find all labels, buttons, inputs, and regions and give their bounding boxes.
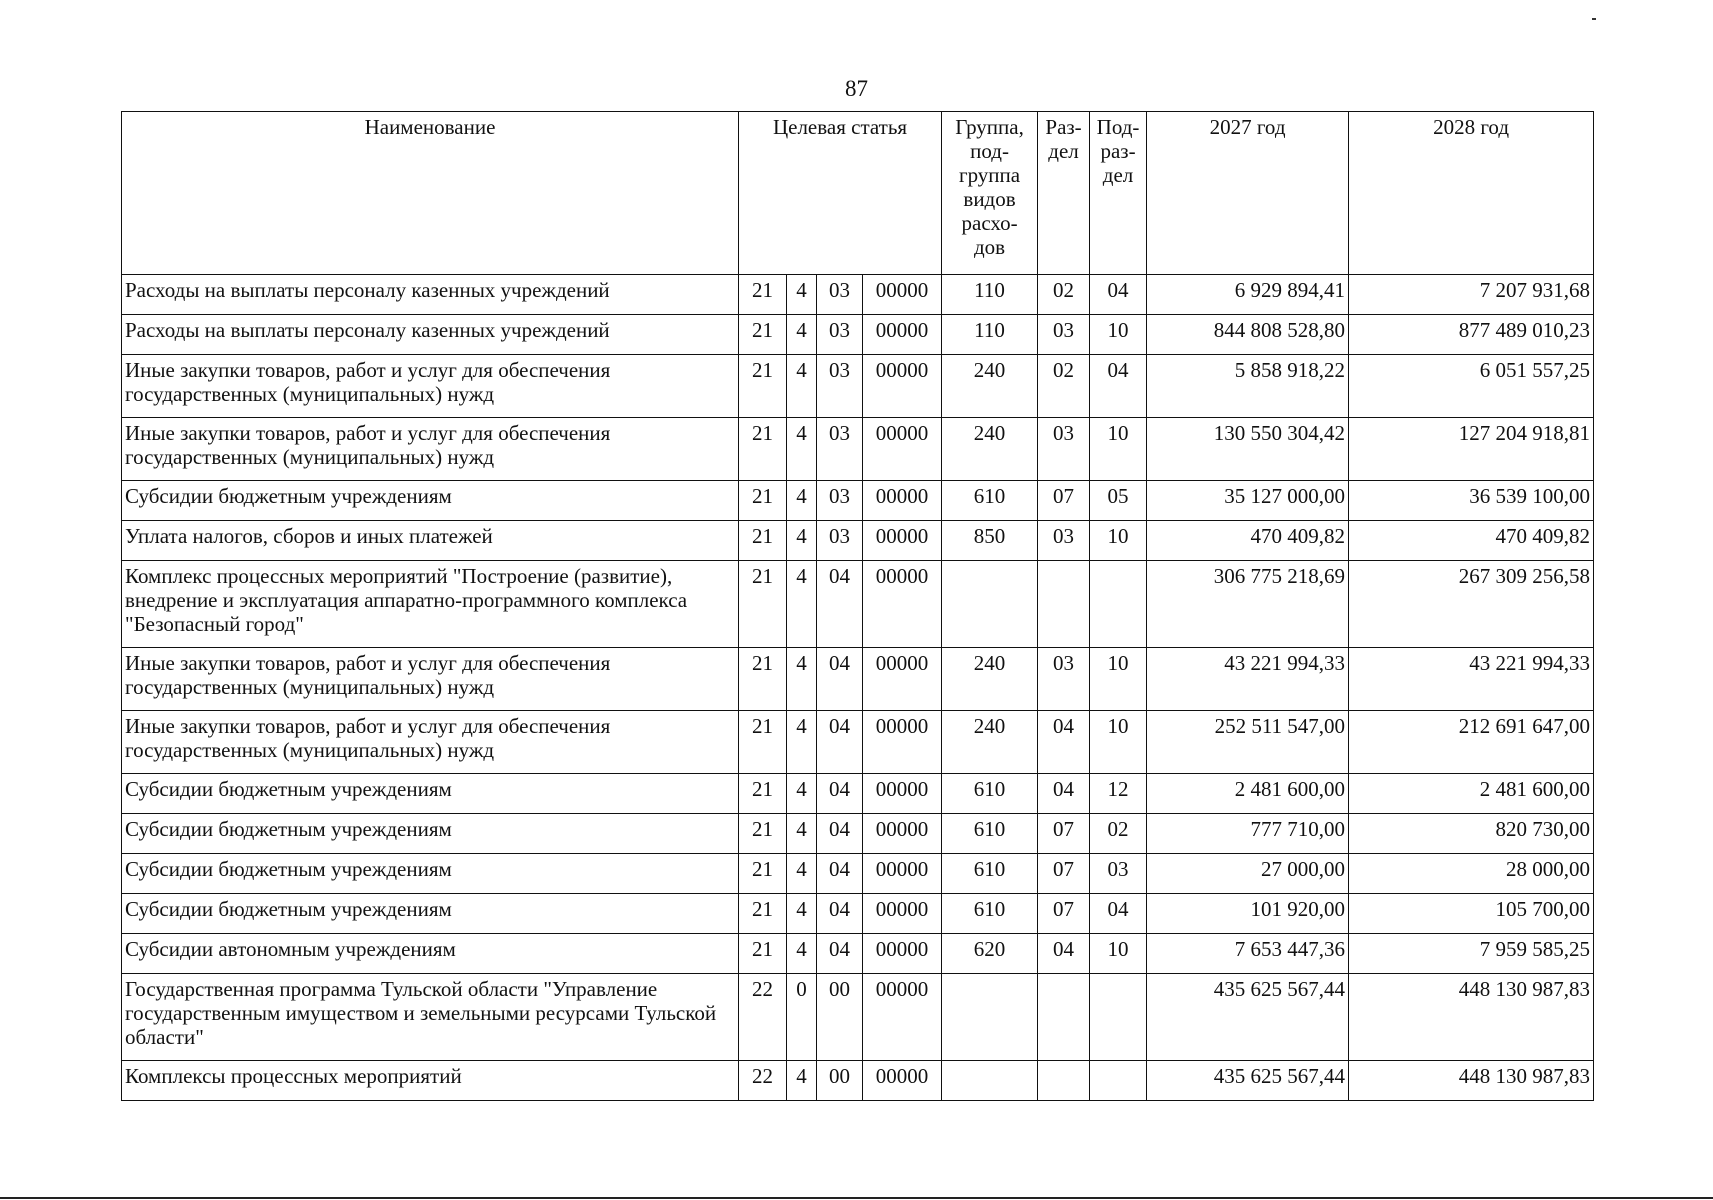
amount-2027-cell: 252 511 547,00 xyxy=(1147,711,1349,774)
target-code-direction: 00000 xyxy=(863,275,942,315)
header-target-article: Целевая статья xyxy=(739,112,942,275)
table-row xyxy=(122,711,1594,774)
expense-group-cell: 610 xyxy=(942,854,1038,894)
target-code-program: 21 xyxy=(739,481,787,521)
amount-2028-cell: 43 221 994,33 xyxy=(1349,648,1594,711)
amount-2028-cell: 105 700,00 xyxy=(1349,894,1594,934)
subsection-cell: 10 xyxy=(1090,934,1147,974)
target-code-program: 21 xyxy=(739,355,787,418)
amount-2027-cell: 5 858 918,22 xyxy=(1147,355,1349,418)
target-code-type: 4 xyxy=(787,854,817,894)
target-code-direction: 00000 xyxy=(863,854,942,894)
expense-group-cell: 240 xyxy=(942,418,1038,481)
section-cell: 04 xyxy=(1038,711,1090,774)
subsection-cell: 04 xyxy=(1090,894,1147,934)
expense-group-cell: 850 xyxy=(942,521,1038,561)
target-code-type: 4 xyxy=(787,814,817,854)
table-row xyxy=(122,648,1594,711)
scan-artifact-mark xyxy=(1592,18,1596,20)
subsection-cell xyxy=(1090,1061,1147,1101)
table-row xyxy=(122,934,1594,974)
target-code-type: 4 xyxy=(787,934,817,974)
budget-table xyxy=(121,111,1594,1101)
subsection-cell: 05 xyxy=(1090,481,1147,521)
expense-group-cell: 610 xyxy=(942,774,1038,814)
amount-2028-cell: 267 309 256,58 xyxy=(1349,561,1594,648)
amount-2028-cell: 36 539 100,00 xyxy=(1349,481,1594,521)
target-code-direction: 00000 xyxy=(863,418,942,481)
target-code-structure: 04 xyxy=(817,814,863,854)
target-code-direction: 00000 xyxy=(863,561,942,648)
expense-group-cell: 610 xyxy=(942,481,1038,521)
header-year-2028: 2028 год xyxy=(1349,112,1594,275)
page-number: 87 xyxy=(845,76,868,101)
target-code-type: 4 xyxy=(787,648,817,711)
header-year-2027: 2027 год xyxy=(1147,112,1349,275)
target-code-direction: 00000 xyxy=(863,711,942,774)
amount-2027-cell: 306 775 218,69 xyxy=(1147,561,1349,648)
expense-group-cell: 610 xyxy=(942,814,1038,854)
amount-2027-cell: 435 625 567,44 xyxy=(1147,1061,1349,1101)
name-cell: Субсидии автономным учреждениям xyxy=(122,934,739,974)
section-cell: 07 xyxy=(1038,894,1090,934)
target-code-structure: 04 xyxy=(817,854,863,894)
name-cell: Комплексы процессных мероприятий xyxy=(122,1061,739,1101)
target-code-direction: 00000 xyxy=(863,934,942,974)
amount-2027-cell: 35 127 000,00 xyxy=(1147,481,1349,521)
target-code-direction: 00000 xyxy=(863,974,942,1061)
target-code-program: 21 xyxy=(739,934,787,974)
name-cell: Расходы на выплаты персоналу казенных учреждений xyxy=(122,275,739,315)
target-code-structure: 03 xyxy=(817,315,863,355)
amount-2027-cell: 130 550 304,42 xyxy=(1147,418,1349,481)
subsection-cell xyxy=(1090,561,1147,648)
header-subsection: Под- раз- дел xyxy=(1090,112,1147,275)
target-code-type: 4 xyxy=(787,774,817,814)
target-code-structure: 04 xyxy=(817,561,863,648)
target-code-structure: 04 xyxy=(817,774,863,814)
name-cell: Комплекс процессных мероприятий "Построение (развитие), внедрение и эксплуатация аппаратно-программного комплекса "Безопасный город" xyxy=(122,561,739,648)
section-cell: 03 xyxy=(1038,315,1090,355)
target-code-type: 4 xyxy=(787,315,817,355)
name-cell: Иные закупки товаров, работ и услуг для обеспечения государственных (муниципальных) нужд xyxy=(122,711,739,774)
expense-group-cell: 610 xyxy=(942,894,1038,934)
amount-2028-cell: 2 481 600,00 xyxy=(1349,774,1594,814)
subsection-cell: 03 xyxy=(1090,854,1147,894)
target-code-structure: 03 xyxy=(817,418,863,481)
expense-group-cell: 110 xyxy=(942,315,1038,355)
amount-2027-cell: 101 920,00 xyxy=(1147,894,1349,934)
subsection-cell: 10 xyxy=(1090,521,1147,561)
expense-group-cell: 240 xyxy=(942,355,1038,418)
target-code-direction: 00000 xyxy=(863,774,942,814)
table-row xyxy=(122,774,1594,814)
section-cell xyxy=(1038,974,1090,1061)
header-section: Раз- дел xyxy=(1038,112,1090,275)
target-code-type: 4 xyxy=(787,481,817,521)
header-expense-group: Группа, под- группа видов расхо- дов xyxy=(942,112,1038,275)
expense-group-cell xyxy=(942,1061,1038,1101)
target-code-structure: 04 xyxy=(817,934,863,974)
amount-2027-cell: 27 000,00 xyxy=(1147,854,1349,894)
amount-2027-cell: 844 808 528,80 xyxy=(1147,315,1349,355)
expense-group-cell: 240 xyxy=(942,648,1038,711)
target-code-structure: 03 xyxy=(817,481,863,521)
table-row xyxy=(122,481,1594,521)
name-cell: Субсидии бюджетным учреждениям xyxy=(122,814,739,854)
amount-2027-cell: 435 625 567,44 xyxy=(1147,974,1349,1061)
target-code-direction: 00000 xyxy=(863,814,942,854)
table-row xyxy=(122,894,1594,934)
target-code-structure: 03 xyxy=(817,521,863,561)
table-row xyxy=(122,974,1594,1061)
subsection-cell: 10 xyxy=(1090,711,1147,774)
subsection-cell: 10 xyxy=(1090,418,1147,481)
table-row xyxy=(122,854,1594,894)
table-row xyxy=(122,1061,1594,1101)
target-code-direction: 00000 xyxy=(863,315,942,355)
amount-2028-cell: 820 730,00 xyxy=(1349,814,1594,854)
target-code-type: 4 xyxy=(787,711,817,774)
target-code-program: 21 xyxy=(739,561,787,648)
scan-border-line xyxy=(0,1197,1713,1199)
name-cell: Расходы на выплаты персоналу казенных учреждений xyxy=(122,315,739,355)
target-code-type: 4 xyxy=(787,418,817,481)
target-code-program: 21 xyxy=(739,275,787,315)
expense-group-cell: 110 xyxy=(942,275,1038,315)
table-row xyxy=(122,275,1594,315)
amount-2028-cell: 212 691 647,00 xyxy=(1349,711,1594,774)
table-row xyxy=(122,814,1594,854)
amount-2028-cell: 470 409,82 xyxy=(1349,521,1594,561)
target-code-direction: 00000 xyxy=(863,355,942,418)
subsection-cell: 10 xyxy=(1090,648,1147,711)
section-cell: 02 xyxy=(1038,355,1090,418)
name-cell: Субсидии бюджетным учреждениям xyxy=(122,481,739,521)
subsection-cell: 02 xyxy=(1090,814,1147,854)
amount-2028-cell: 448 130 987,83 xyxy=(1349,974,1594,1061)
target-code-structure: 00 xyxy=(817,974,863,1061)
name-cell: Субсидии бюджетным учреждениям xyxy=(122,774,739,814)
target-code-direction: 00000 xyxy=(863,648,942,711)
name-cell: Иные закупки товаров, работ и услуг для обеспечения государственных (муниципальных) нужд xyxy=(122,355,739,418)
amount-2028-cell: 7 207 931,68 xyxy=(1349,275,1594,315)
table-row xyxy=(122,355,1594,418)
target-code-program: 21 xyxy=(739,854,787,894)
target-code-type: 4 xyxy=(787,275,817,315)
target-code-direction: 00000 xyxy=(863,521,942,561)
target-code-program: 22 xyxy=(739,1061,787,1101)
target-code-program: 21 xyxy=(739,418,787,481)
name-cell: Субсидии бюджетным учреждениям xyxy=(122,894,739,934)
subsection-cell: 04 xyxy=(1090,355,1147,418)
expense-group-cell: 240 xyxy=(942,711,1038,774)
expense-group-cell xyxy=(942,561,1038,648)
amount-2027-cell: 7 653 447,36 xyxy=(1147,934,1349,974)
section-cell: 03 xyxy=(1038,648,1090,711)
target-code-type: 4 xyxy=(787,355,817,418)
name-cell: Государственная программа Тульской области "Управление государственным имуществом и земельными ресурсами Тульской области" xyxy=(122,974,739,1061)
amount-2027-cell: 470 409,82 xyxy=(1147,521,1349,561)
expense-group-cell: 620 xyxy=(942,934,1038,974)
target-code-direction: 00000 xyxy=(863,894,942,934)
target-code-type: 4 xyxy=(787,521,817,561)
target-code-program: 22 xyxy=(739,974,787,1061)
amount-2027-cell: 2 481 600,00 xyxy=(1147,774,1349,814)
amount-2027-cell: 777 710,00 xyxy=(1147,814,1349,854)
target-code-type: 4 xyxy=(787,894,817,934)
table-row xyxy=(122,418,1594,481)
target-code-structure: 03 xyxy=(817,275,863,315)
section-cell: 02 xyxy=(1038,275,1090,315)
section-cell xyxy=(1038,1061,1090,1101)
target-code-type: 4 xyxy=(787,1061,817,1101)
section-cell: 04 xyxy=(1038,934,1090,974)
name-cell: Уплата налогов, сборов и иных платежей xyxy=(122,521,739,561)
table-row xyxy=(122,315,1594,355)
name-cell: Иные закупки товаров, работ и услуг для обеспечения государственных (муниципальных) нужд xyxy=(122,418,739,481)
amount-2028-cell: 28 000,00 xyxy=(1349,854,1594,894)
target-code-type: 4 xyxy=(787,561,817,648)
header-name: Наименование xyxy=(122,112,739,275)
target-code-type: 0 xyxy=(787,974,817,1061)
target-code-direction: 00000 xyxy=(863,1061,942,1101)
subsection-cell: 12 xyxy=(1090,774,1147,814)
amount-2027-cell: 6 929 894,41 xyxy=(1147,275,1349,315)
target-code-program: 21 xyxy=(739,894,787,934)
section-cell: 07 xyxy=(1038,814,1090,854)
amount-2028-cell: 877 489 010,23 xyxy=(1349,315,1594,355)
target-code-program: 21 xyxy=(739,774,787,814)
amount-2028-cell: 448 130 987,83 xyxy=(1349,1061,1594,1101)
target-code-structure: 04 xyxy=(817,894,863,934)
table-row xyxy=(122,521,1594,561)
target-code-direction: 00000 xyxy=(863,481,942,521)
target-code-structure: 00 xyxy=(817,1061,863,1101)
target-code-program: 21 xyxy=(739,711,787,774)
name-cell: Субсидии бюджетным учреждениям xyxy=(122,854,739,894)
target-code-program: 21 xyxy=(739,814,787,854)
target-code-program: 21 xyxy=(739,521,787,561)
section-cell: 04 xyxy=(1038,774,1090,814)
section-cell: 07 xyxy=(1038,481,1090,521)
amount-2028-cell: 7 959 585,25 xyxy=(1349,934,1594,974)
section-cell: 07 xyxy=(1038,854,1090,894)
section-cell xyxy=(1038,561,1090,648)
subsection-cell: 04 xyxy=(1090,275,1147,315)
target-code-program: 21 xyxy=(739,648,787,711)
name-cell: Иные закупки товаров, работ и услуг для обеспечения государственных (муниципальных) нужд xyxy=(122,648,739,711)
amount-2028-cell: 6 051 557,25 xyxy=(1349,355,1594,418)
subsection-cell xyxy=(1090,974,1147,1061)
section-cell: 03 xyxy=(1038,418,1090,481)
target-code-structure: 03 xyxy=(817,355,863,418)
target-code-structure: 04 xyxy=(817,711,863,774)
table-header-row xyxy=(122,112,1594,275)
amount-2027-cell: 43 221 994,33 xyxy=(1147,648,1349,711)
expense-group-cell xyxy=(942,974,1038,1061)
table-body xyxy=(122,275,1594,1101)
target-code-structure: 04 xyxy=(817,648,863,711)
section-cell: 03 xyxy=(1038,521,1090,561)
subsection-cell: 10 xyxy=(1090,315,1147,355)
target-code-program: 21 xyxy=(739,315,787,355)
table-row xyxy=(122,561,1594,648)
amount-2028-cell: 127 204 918,81 xyxy=(1349,418,1594,481)
